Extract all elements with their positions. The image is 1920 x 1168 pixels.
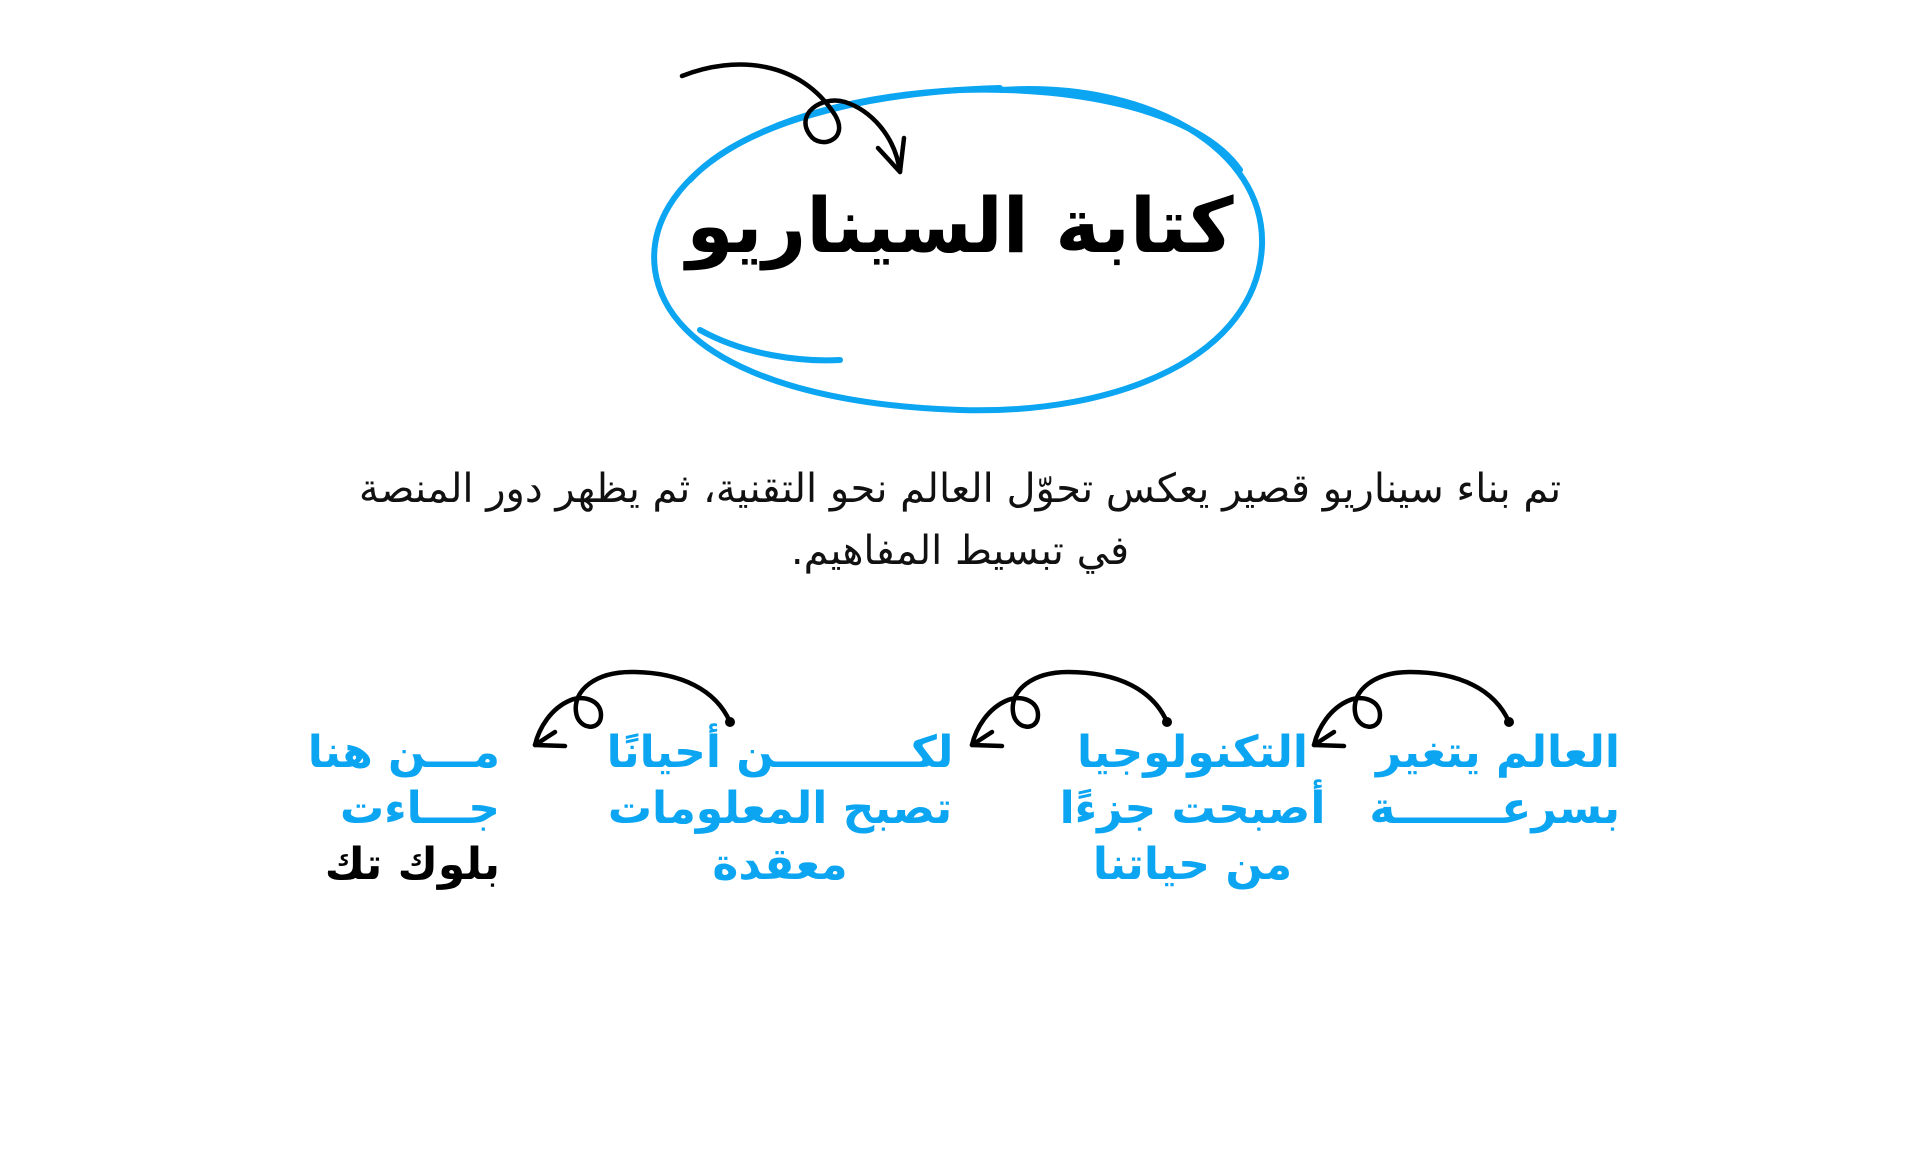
- step-line: أصبحت جزءًا: [1059, 783, 1326, 834]
- step-complex-info: [600, 725, 960, 893]
- step-line: بسرعـــــــة: [1369, 783, 1620, 834]
- description: [280, 458, 1640, 582]
- step-technology: [1050, 725, 1335, 893]
- description-line: تم بناء سيناريو قصير يعكس تحوّل العالم نحو التقنية، ثم يظهر دور المنصة: [358, 466, 1562, 512]
- step-world-changing: [1370, 725, 1620, 837]
- step-line: من حياتنا: [1092, 839, 1293, 890]
- description-line: في تبسيط المفاهيم.: [790, 528, 1130, 574]
- step-line: لكـــــــــن أحيانًا: [606, 727, 954, 778]
- brand-name: بلوك تك: [324, 839, 500, 890]
- step-block-tech: [290, 725, 500, 893]
- step-line: معقدة: [712, 839, 848, 890]
- step-line: تصبح المعلومات: [607, 783, 953, 834]
- page-title: كتابة السيناريو: [686, 181, 1234, 270]
- step-line: جـــاءت: [339, 783, 500, 834]
- step-line: مـــن هنا: [307, 727, 500, 778]
- step-line: العالم يتغير: [1376, 727, 1620, 778]
- step-line: التكنولوجيا: [1077, 727, 1308, 778]
